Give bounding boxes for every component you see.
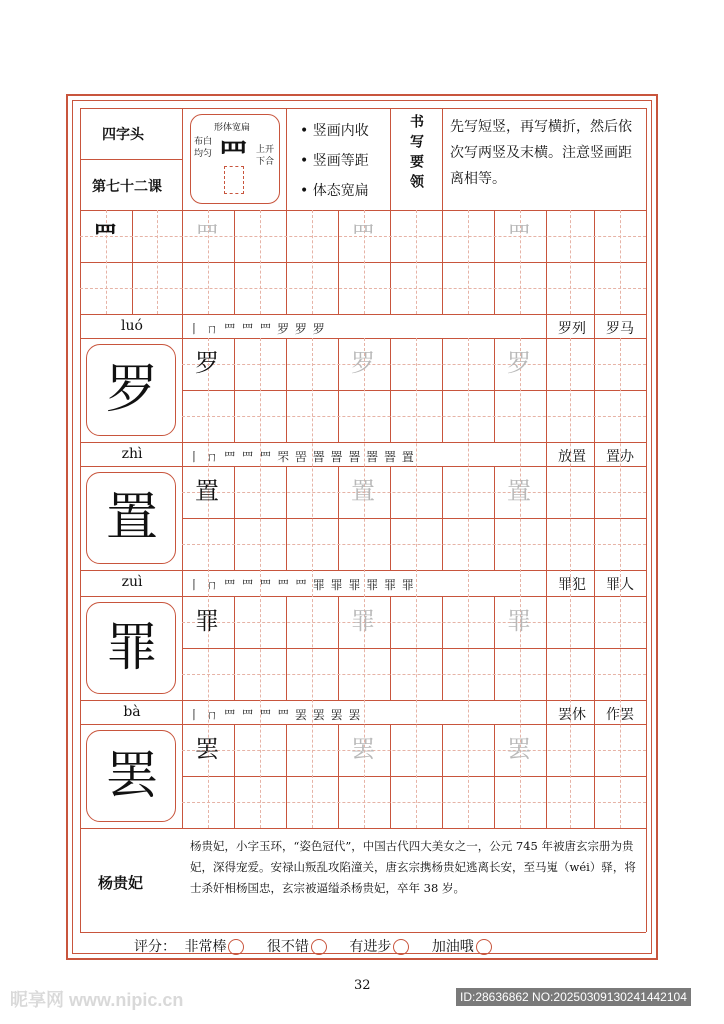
word-1-2: 罗马 (606, 321, 634, 337)
ghost-char-1a: 罗 (351, 349, 375, 377)
story-body: 杨贵妃，小字玉环，“姿色冠代”，中国古代四大美女之一，公元 745 年被唐玄宗册为贵妃，深得宠爱。安禄山叛乱攻陷潼关，唐玄宗携杨贵妃逃离长安，至马嵬（wéi）驿，将士杀奸相杨国忠，玄宗被逼缢杀杨贵妃，卒年 38 岁。 (190, 839, 636, 895)
ghost-char-4b: 罢 (507, 735, 531, 763)
practice-ghost-1: 罒 (195, 221, 219, 249)
ghost-char-4a: 罢 (351, 735, 375, 763)
stroke-order-1: 丨 ㄇ 罒 罒 罒 罗 罗 罗 (188, 322, 326, 336)
ghost-char-3a: 罪 (351, 607, 375, 635)
model-char-3: 罪 (195, 607, 219, 635)
rating-circle-2[interactable] (311, 939, 327, 955)
page-number: 32 (354, 978, 371, 993)
big-char-3: 罪 (105, 618, 158, 678)
rating-circle-4[interactable] (476, 939, 492, 955)
radical-title: 四字头 (102, 127, 144, 143)
word-2-1: 放置 (558, 449, 586, 465)
stroke-order-3: 丨 ㄇ 罒 罒 罒 罒 罒 罪 罪 罪 罪 罪 罪 (188, 578, 415, 592)
practice-ghost-2: 罒 (351, 221, 375, 249)
watermark-bar (0, 984, 724, 1010)
big-char-2: 置 (105, 488, 158, 548)
word-3-1: 罪犯 (558, 577, 586, 593)
big-char-1: 罗 (105, 360, 158, 420)
pinyin-2: zhì (121, 446, 143, 462)
rating-circle-1[interactable] (228, 939, 244, 955)
story-title: 杨贵妃 (98, 874, 144, 892)
word-4-2: 作罢 (606, 707, 634, 723)
diagram-guide-box (224, 166, 244, 194)
pinyin-3: zuì (121, 574, 143, 590)
diagram-label-top: 形体宽扁 (214, 123, 251, 133)
rating-label: 评分： (134, 939, 176, 955)
point-1: • 竖画内收 (300, 123, 369, 139)
diagram-label-left-2: 均匀 (194, 149, 213, 159)
pinyin-1: luó (121, 318, 143, 334)
word-1-1: 罗列 (558, 321, 586, 337)
big-char-4: 罢 (105, 746, 158, 806)
ghost-char-1b: 罗 (507, 349, 531, 377)
word-4-1: 罢休 (558, 707, 586, 723)
requirements-body: 先写短竖，再写横折，然后依次写两竖及末横。注意竖画距离相等。 (450, 119, 632, 187)
rating-circle-3[interactable] (393, 939, 409, 955)
diagram-label-right-2: 下合 (256, 157, 275, 167)
word-2-2: 置办 (606, 449, 634, 465)
ghost-char-2b: 置 (507, 477, 531, 505)
diagram-char: 罒 (218, 138, 248, 173)
lesson-number: 第七十二课 (92, 179, 162, 195)
watermark-id: ID:28636862 NO:20250309130241442104 (456, 988, 691, 1006)
rating-option-1[interactable]: 非常棒 (184, 939, 244, 955)
model-char-2: 置 (195, 477, 219, 505)
point-2: • 竖画等距 (300, 153, 369, 169)
model-char-4: 罢 (195, 735, 219, 763)
pinyin-4: bà (123, 704, 141, 720)
stroke-order-4: 丨 ㄇ 罒 罒 罒 罒 罢 罢 罢 罢 (188, 708, 362, 722)
diagram-label-left-1: 布白 (194, 137, 213, 147)
requirements-label: 书写要领 (408, 114, 424, 194)
ghost-char-3b: 罪 (507, 607, 531, 635)
word-3-2: 罪人 (606, 577, 634, 593)
watermark-left: 昵享网 www.nipic.cn (10, 990, 184, 1010)
practice-char: 罒 (93, 220, 117, 249)
rating-option-4[interactable]: 加油哦 (432, 939, 492, 955)
point-3: • 体态宽扁 (300, 183, 369, 199)
worksheet (66, 94, 658, 960)
model-char-1: 罗 (195, 349, 219, 377)
practice-ghost-3: 罒 (507, 221, 531, 249)
ghost-char-2a: 置 (351, 477, 375, 505)
diagram-label-right-1: 上开 (256, 145, 275, 155)
rating-row (134, 936, 492, 956)
rating-option-3[interactable]: 有进步 (349, 939, 409, 955)
stroke-order-2: 丨 ㄇ 罒 罒 罒 罘 罟 罯 罯 罯 罯 罯 置 (188, 450, 415, 464)
rating-option-2[interactable]: 很不错 (267, 939, 327, 955)
